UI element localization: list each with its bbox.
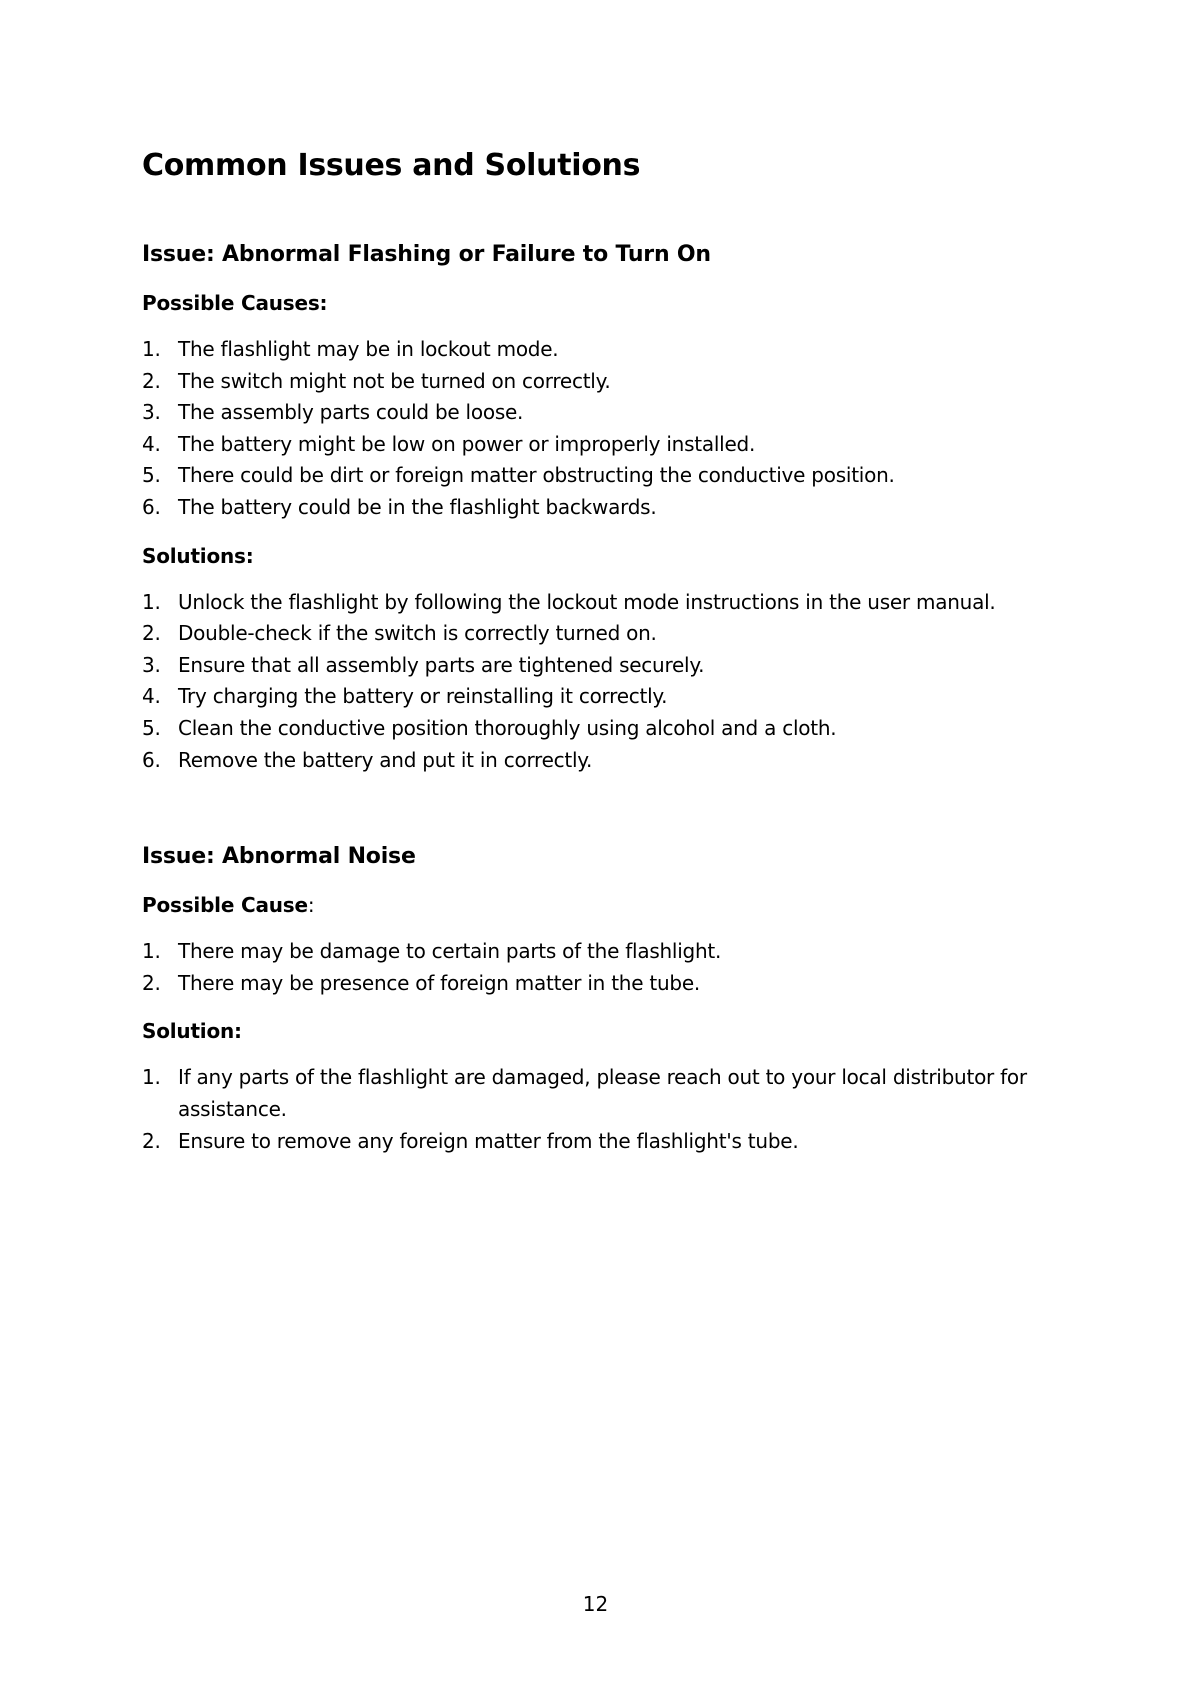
list-item: 4. The battery might be low on power or improperly installed.	[142, 431, 756, 456]
page-title: Common Issues and Solutions	[142, 148, 641, 183]
solutions-list	[142, 587, 1042, 777]
list-item: 5. There could be dirt or foreign matter obstructing the conductive position.	[142, 463, 895, 488]
page-content	[142, 146, 1042, 1157]
list-item: 2. The switch might not be turned on correctly.	[142, 368, 611, 393]
solutions-label: Solutions:	[142, 543, 254, 568]
list-item: 1. Unlock the flashlight by following the lockout mode instructions in the user manual.	[142, 589, 996, 614]
page-number: 12	[582, 1592, 609, 1616]
list-item: 2. Double-check if the switch is correctly turned on.	[142, 621, 657, 646]
list-item: 2. There may be presence of foreign matter in the tube.	[142, 970, 701, 995]
issue-heading: Issue: Abnormal Flashing or Failure to Turn On	[142, 242, 711, 267]
list-item: 5. Clean the conductive position thoroughly using alcohol and a cloth.	[142, 715, 837, 740]
causes-label: Possible Causes:	[142, 291, 328, 315]
list-item: 4. Try charging the battery or reinstalling it correctly.	[142, 684, 668, 709]
list-item: 1. The flashlight may be in lockout mode.	[142, 337, 559, 361]
issue-section-abnormal-flashing	[142, 240, 1042, 776]
causes-list	[142, 334, 1042, 524]
issue-section-abnormal-noise	[142, 842, 1042, 1157]
solutions-list	[142, 1062, 1042, 1157]
list-item: 1. There may be damage to certain parts of the flashlight.	[142, 939, 722, 964]
list-item: 1. If any parts of the flashlight are damaged, please reach out to your local distributor for assistance.	[142, 1065, 1027, 1121]
solutions-label: Solution:	[142, 1019, 242, 1044]
issue-heading: Issue: Abnormal Noise	[142, 844, 416, 870]
list-item: 3. The assembly parts could be loose.	[142, 400, 524, 425]
causes-list	[142, 936, 1042, 999]
list-item: 2. Ensure to remove any foreign matter from the flashlight's tube.	[142, 1128, 799, 1153]
list-item: 3. Ensure that all assembly parts are tightened securely.	[142, 652, 705, 677]
list-item: 6. Remove the battery and put it in correctly.	[142, 747, 593, 772]
causes-label: Possible Cause:	[142, 893, 315, 918]
list-item: 6. The battery could be in the flashlight backwards.	[142, 494, 657, 519]
